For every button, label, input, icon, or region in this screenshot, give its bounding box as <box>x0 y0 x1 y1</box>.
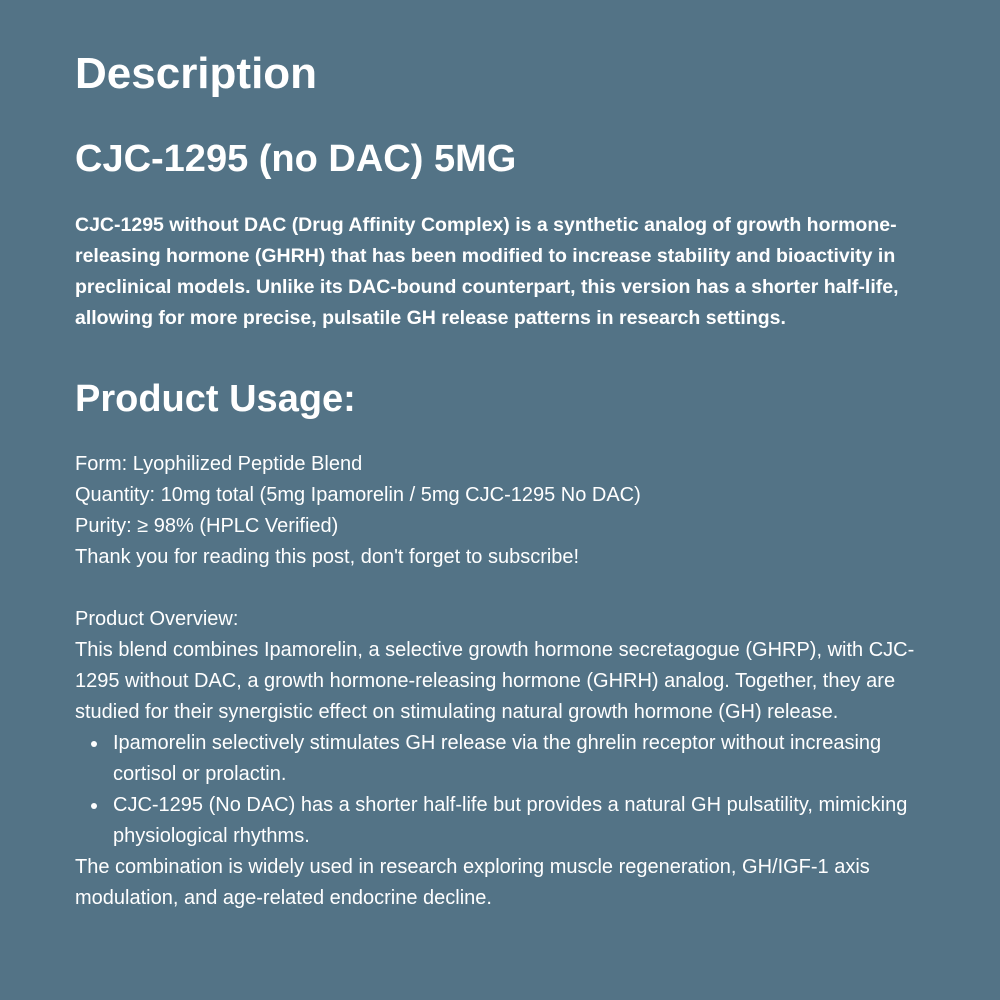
product-usage-body <box>75 449 935 914</box>
spacer <box>75 573 935 604</box>
product-title: CJC-1295 (no DAC) 5MG <box>75 138 517 180</box>
description-heading: Description <box>75 49 318 98</box>
spec-form: Form: Lyophilized Peptide Blend <box>75 453 363 475</box>
bullet-item-ipamorelin: Ipamorelin selectively stimulates GH release via the ghrelin receptor without increasing cortisol or prolactin. <box>113 728 935 790</box>
overview-paragraph: This blend combines Ipamorelin, a selective growth hormone secretagogue (GHRP), with CJC-1295 without DAC, a growth hormone-releasing hormone (GHRH) analog. Together, they are studied for their synergistic effect on stimulating natural growth hormone (GH) release. <box>75 639 915 723</box>
description-panel <box>75 0 945 1000</box>
spec-purity: Purity: ≥ 98% (HPLC Verified) <box>75 515 339 537</box>
product-usage-heading: Product Usage: <box>75 378 356 420</box>
bullet-item-cjc: CJC-1295 (No DAC) has a shorter half-life but provides a natural GH pulsatility, mimicking physiological rhythms. <box>113 790 935 852</box>
closing-paragraph: The combination is widely used in research exploring muscle regeneration, GH/IGF-1 axis modulation, and age-related endocrine decline. <box>75 856 870 909</box>
spec-quantity: Quantity: 10mg total (5mg Ipamorelin / 5mg CJC-1295 No DAC) <box>75 484 641 506</box>
overview-bullet-list <box>75 728 935 852</box>
intro-paragraph: CJC-1295 without DAC (Drug Affinity Complex) is a synthetic analog of growth hormone-releasing hormone (GHRH) that has been modified to increase stability and bioactivity in preclinical models. Unlike its DAC-bound counterpart, this version has a shorter half-life, allowing for more precise, pulsatile GH release patterns in research settings. <box>75 214 899 329</box>
subscribe-note: Thank you for reading this post, don't forget to subscribe! <box>75 546 580 568</box>
overview-label: Product Overview: <box>75 608 239 630</box>
